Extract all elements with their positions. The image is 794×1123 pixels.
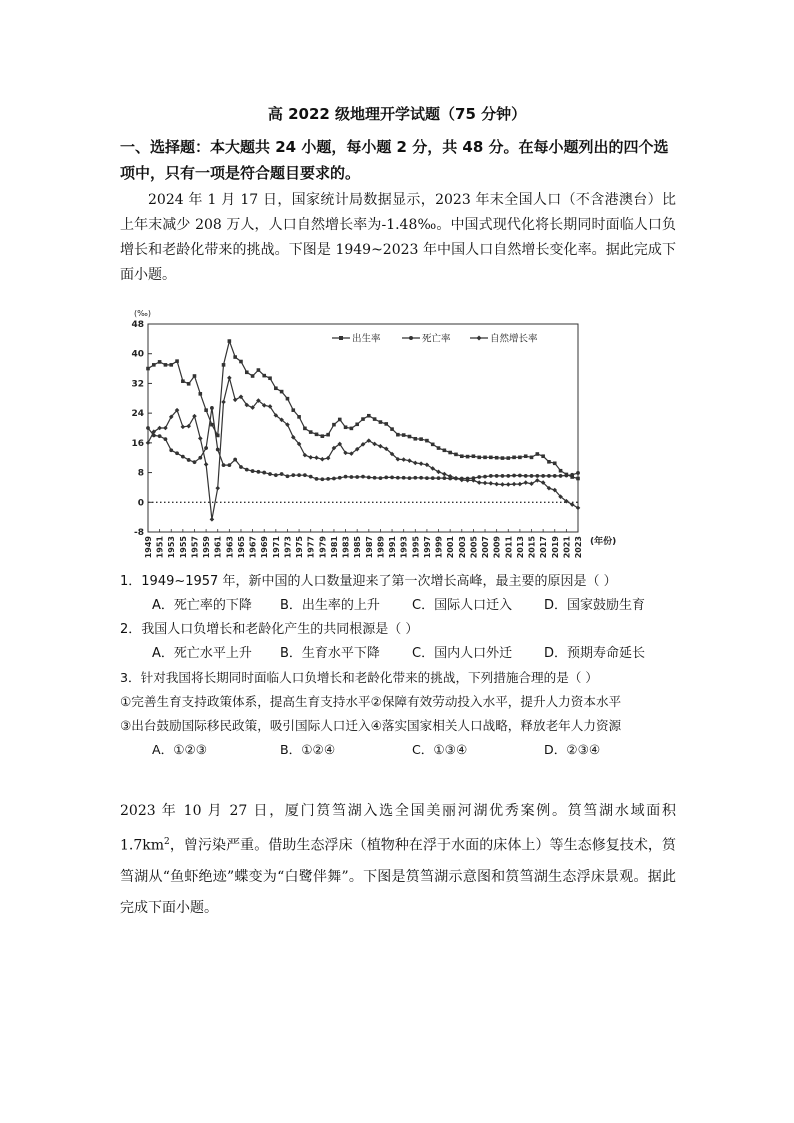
point-natural-growth [494,482,499,487]
point-death-rate [338,476,342,480]
point-birth-rate [384,422,388,426]
question-1-stem: 1．1949~1957 年，新中国的人口数量迎来了第一次增长高峰，最主要的原因是（ ） [120,574,617,589]
point-birth-rate [530,456,534,460]
point-birth-rate [169,363,173,367]
x-tick-label: 1991 [388,536,398,559]
x-tick-label: 1959 [202,536,212,559]
point-birth-rate [315,433,319,437]
point-death-rate [158,434,162,438]
point-birth-rate [512,456,516,460]
point-death-rate [373,476,377,480]
point-natural-growth [442,472,447,477]
question-3 [120,666,680,762]
point-birth-rate [158,360,162,364]
point-birth-rate [222,363,226,367]
point-birth-rate [390,427,394,431]
point-death-rate [216,448,220,452]
point-birth-rate [297,415,301,419]
point-death-rate [425,476,429,480]
point-birth-rate [460,454,464,458]
question-3-statement-2: ③出台鼓励国际移民政策，吸引国际人口迁入④落实国家相关人口战略，释放老年人力资源 [120,718,622,733]
series-line-2 [148,378,578,520]
point-death-rate [164,437,168,441]
point-birth-rate [454,453,458,457]
passage-2-part1: 2023 年 10 月 27 日，厦门筼筜湖入选全国美丽河湖优秀案例。筼筜湖水域面积 1.7km [120,803,676,854]
point-death-rate [227,463,231,467]
point-birth-rate [379,420,383,424]
point-death-rate [233,458,237,462]
point-natural-growth [413,461,418,466]
passage-2-text [120,796,676,924]
point-birth-rate [303,427,307,431]
point-death-rate [553,474,557,478]
point-birth-rate [425,439,429,443]
point-natural-growth [419,461,424,466]
point-birth-rate [431,443,435,447]
x-tick-label: 2009 [492,536,502,559]
question-1 [120,570,680,618]
point-death-rate [268,472,272,476]
point-death-rate [251,469,255,473]
point-death-rate [332,477,336,481]
point-birth-rate [291,408,295,412]
point-birth-rate [402,433,406,437]
point-death-rate [204,446,208,450]
point-death-rate [547,474,551,478]
point-natural-growth [163,426,168,431]
legend-label: 自然增长率 [490,333,538,345]
x-tick-label: 1969 [260,536,270,559]
x-tick-label: 1973 [283,536,293,559]
point-birth-rate [355,422,359,426]
point-death-rate [530,474,534,478]
point-death-rate [198,456,202,460]
point-death-rate [315,477,319,481]
question-2-options [120,642,680,666]
x-tick-label: 1967 [248,536,258,559]
point-death-rate [210,406,214,410]
q3-option-a[interactable]: A．①②③ [152,742,208,757]
x-tick-label: 1953 [167,536,177,559]
point-death-rate [431,476,435,480]
point-death-rate [390,476,394,480]
point-birth-rate [472,454,476,458]
y-tick-label: 0 [137,498,144,509]
x-tick-label: 2015 [527,536,537,559]
question-3-statement-1: ①完善生育支持政策体系，提高生育支持水平②保障有效劳动投入水平，提升人力资本水平 [120,694,622,709]
point-birth-rate [559,469,563,473]
point-death-rate [349,475,353,479]
question-3-options [120,738,680,762]
point-natural-growth [483,481,488,486]
y-tick-label: 8 [137,468,144,479]
point-birth-rate [286,397,290,401]
q3-option-b[interactable]: B．①②④ [280,742,336,757]
point-birth-rate [321,434,325,438]
point-natural-growth [576,506,581,511]
x-tick-label: 1997 [422,536,432,559]
point-death-rate [297,473,301,477]
point-death-rate [361,475,365,479]
point-birth-rate [274,386,278,390]
point-death-rate [187,458,191,462]
point-death-rate [222,463,226,467]
q3-option-d[interactable]: D．②③④ [544,742,601,757]
point-natural-growth [227,376,232,381]
point-birth-rate [228,339,232,343]
point-birth-rate [419,437,423,441]
point-natural-growth [221,400,226,405]
point-natural-growth [523,480,528,485]
point-birth-rate [309,430,313,434]
legend-label: 死亡率 [422,333,451,345]
y-tick-label: 24 [131,409,144,420]
point-death-rate [506,474,510,478]
point-natural-growth [454,476,459,481]
q2-option-c[interactable]: C．国内人口外迁 [412,646,513,661]
legend-marker [339,336,343,340]
point-death-rate [239,465,243,469]
legend-label: 出生率 [352,333,381,345]
x-tick-label: 1985 [353,536,363,559]
point-birth-rate [553,461,557,465]
point-death-rate [495,474,499,478]
point-birth-rate [152,363,156,367]
point-birth-rate [361,417,365,421]
point-natural-growth [506,482,511,487]
point-death-rate [576,471,580,475]
q2-option-d[interactable]: D．预期寿命延长 [544,646,646,661]
point-natural-growth [181,425,186,430]
point-death-rate [146,426,150,430]
x-tick-label: 1983 [341,536,351,559]
point-birth-rate [268,376,272,380]
point-birth-rate [408,435,412,439]
point-death-rate [262,471,266,475]
point-natural-growth [204,462,209,467]
point-death-rate [274,473,278,477]
point-birth-rate [332,423,336,427]
q3-option-c[interactable]: C．①③④ [412,742,468,757]
point-death-rate [355,475,359,479]
point-death-rate [419,476,423,480]
x-tick-label: 1979 [318,536,328,559]
q2-option-a[interactable]: A．死亡水平上升 [152,646,252,661]
point-death-rate [384,476,388,480]
point-natural-growth [320,457,325,462]
x-tick-label: 1955 [178,536,188,559]
point-natural-growth [303,453,308,458]
point-birth-rate [536,452,540,456]
point-birth-rate [187,382,191,386]
point-birth-rate [251,374,255,378]
point-birth-rate [344,425,348,429]
point-birth-rate [466,455,470,459]
point-death-rate [541,474,545,478]
x-tick-label: 2021 [562,536,572,559]
y-tick-label: 40 [131,349,144,360]
x-tick-label: 1957 [190,536,200,559]
point-death-rate [564,474,568,478]
x-tick-label: 1975 [295,536,305,559]
x-tick-label: 1963 [225,536,235,559]
point-birth-rate [518,456,522,460]
x-tick-label: 2023 [574,536,583,559]
legend-marker [477,336,482,341]
x-tick-label: 2011 [504,536,514,559]
q2-option-b[interactable]: B．生育水平下降 [280,646,380,661]
point-birth-rate [146,367,150,371]
question-2 [120,618,680,666]
point-natural-growth [512,482,517,487]
question-3-stem: 3．针对我国将长期同时面临人口负增长和老龄化带来的挑战，下列措施合理的是（ ） [120,670,598,685]
point-death-rate [344,475,348,479]
population-chart [120,300,640,560]
y-tick-label: -8 [134,528,144,538]
point-natural-growth [477,480,482,485]
section-heading: 一、选择题：本大题共 24 小题，每小题 2 分，共 48 分。在每小题列出的四个选项中，只有一项是符合题目要求的。 [120,138,669,182]
point-death-rate [413,476,417,480]
point-birth-rate [477,456,481,460]
point-death-rate [309,475,313,479]
x-tick-label: 1999 [434,536,444,559]
point-death-rate [280,472,284,476]
point-death-rate [570,473,574,477]
point-death-rate [402,476,406,480]
y-tick-label: 48 [131,320,144,330]
point-birth-rate [443,448,447,452]
point-birth-rate [204,408,208,412]
q1-option-b[interactable]: B．出生率的上升 [280,598,380,613]
x-tick-label: 2017 [539,536,549,559]
point-birth-rate [547,460,551,464]
point-birth-rate [198,392,202,396]
point-natural-growth [500,482,505,487]
point-death-rate [518,474,522,478]
point-birth-rate [413,437,417,441]
point-birth-rate [437,446,441,450]
x-tick-label: 1951 [155,536,165,559]
point-birth-rate [495,456,499,460]
x-tick-label: 1949 [144,536,153,559]
x-tick-label: 1971 [271,536,281,559]
point-death-rate [181,455,185,459]
point-natural-growth [215,486,220,491]
point-birth-rate [239,360,243,364]
point-death-rate [303,473,307,477]
point-death-rate [477,475,481,479]
point-natural-growth [378,444,383,449]
x-tick-label: 2003 [457,536,467,559]
point-birth-rate [396,433,400,437]
point-birth-rate [210,423,214,427]
point-death-rate [489,474,493,478]
question-1-options [120,594,680,618]
question-2-stem: 2．我国人口负增长和老龄化产生的共同根源是（ ） [120,622,419,637]
plot-frame [148,324,578,532]
x-tick-label: 2019 [550,536,560,559]
x-tick-label: 1993 [399,536,409,559]
point-natural-growth [314,455,319,460]
point-birth-rate [350,427,354,431]
point-birth-rate [373,417,377,421]
point-birth-rate [245,370,249,374]
point-death-rate [379,476,383,480]
point-death-rate [175,451,179,455]
point-natural-growth [146,441,151,446]
point-death-rate [535,474,539,478]
point-birth-rate [483,456,487,460]
point-natural-growth [518,482,523,487]
point-natural-growth [326,456,331,461]
point-death-rate [286,474,290,478]
superscript-2: 2 [164,837,170,847]
point-death-rate [512,474,516,478]
point-natural-growth [198,436,203,441]
x-axis-label: (年份) [590,537,617,547]
intro-paragraph [120,188,676,288]
point-birth-rate [524,454,528,458]
point-birth-rate [367,414,371,418]
point-death-rate [326,477,330,481]
y-unit-label: (‰) [134,309,151,318]
legend-marker [409,336,413,340]
q1-option-d[interactable]: D．国家鼓励生育 [544,598,646,613]
point-birth-rate [489,456,493,460]
point-death-rate [193,460,197,464]
point-birth-rate [506,456,510,460]
point-natural-growth [210,517,215,522]
point-birth-rate [181,379,185,383]
x-tick-label: 2013 [515,536,525,559]
y-tick-label: 32 [131,379,144,390]
point-birth-rate [326,433,330,437]
point-birth-rate [262,374,266,378]
point-death-rate [437,476,441,480]
point-birth-rate [576,477,580,481]
x-tick-label: 1987 [364,536,374,559]
point-death-rate [245,468,249,472]
point-birth-rate [257,368,261,372]
point-death-rate [442,476,446,480]
point-death-rate [524,474,528,478]
point-natural-growth [407,458,412,463]
intro-text: 2024 年 1 月 17 日，国家统计局数据显示，2023 年末全国人口（不含港澳台）比上年末减少 208 万人，人口自然增长率为-1.48‰。中国式现代化将长期同时面临人口负增长和老龄化带来的挑战。下图是 1949~2023 年中国人口自然增长变化率。据此完成下面小题。 [120,192,676,283]
point-birth-rate [164,363,168,367]
q1-option-a[interactable]: A．死亡率的下降 [152,598,252,613]
x-tick-label: 1995 [411,536,421,559]
point-natural-growth [372,442,377,447]
point-birth-rate [541,454,545,458]
point-death-rate [291,473,295,477]
point-birth-rate [501,456,505,460]
x-tick-label: 1977 [306,536,316,559]
point-natural-growth [489,481,494,486]
point-death-rate [408,476,412,480]
x-tick-label: 1961 [213,536,223,559]
point-death-rate [367,476,371,480]
point-birth-rate [193,374,197,378]
x-tick-label: 1965 [236,536,246,559]
point-natural-growth [401,457,406,462]
x-tick-label: 1989 [376,536,386,559]
point-natural-growth [233,397,238,402]
y-tick-label: 16 [131,438,144,449]
point-natural-growth [308,455,313,460]
point-death-rate [257,470,261,474]
x-tick-label: 2001 [446,536,456,559]
point-birth-rate [448,451,452,455]
point-death-rate [320,477,324,481]
point-birth-rate [280,390,284,394]
point-birth-rate [175,359,179,363]
point-death-rate [483,475,487,479]
x-tick-label: 2007 [481,536,491,559]
point-death-rate [501,474,505,478]
passage-2-part2: ，曾污染严重。借助生态浮床（植物种在浮于水面的床体上）等生态修复技术，筼筜湖从“鱼虾绝迹”蝶变为“白鹭伴舞”。下图是筼筜湖示意图和筼筜湖生态浮床景观。据此完成下面小题。 [120,837,676,916]
point-birth-rate [338,418,342,422]
q1-option-c[interactable]: C．国际人口迁入 [412,598,513,613]
point-birth-rate [233,355,237,359]
x-tick-label: 2005 [469,536,479,559]
point-death-rate [169,448,173,452]
point-death-rate [396,476,400,480]
point-death-rate [559,474,563,478]
x-tick-label: 1981 [329,536,339,559]
page-title: 高 2022 级地理开学试题（75 分钟） [267,105,527,123]
passage-2 [120,796,676,924]
